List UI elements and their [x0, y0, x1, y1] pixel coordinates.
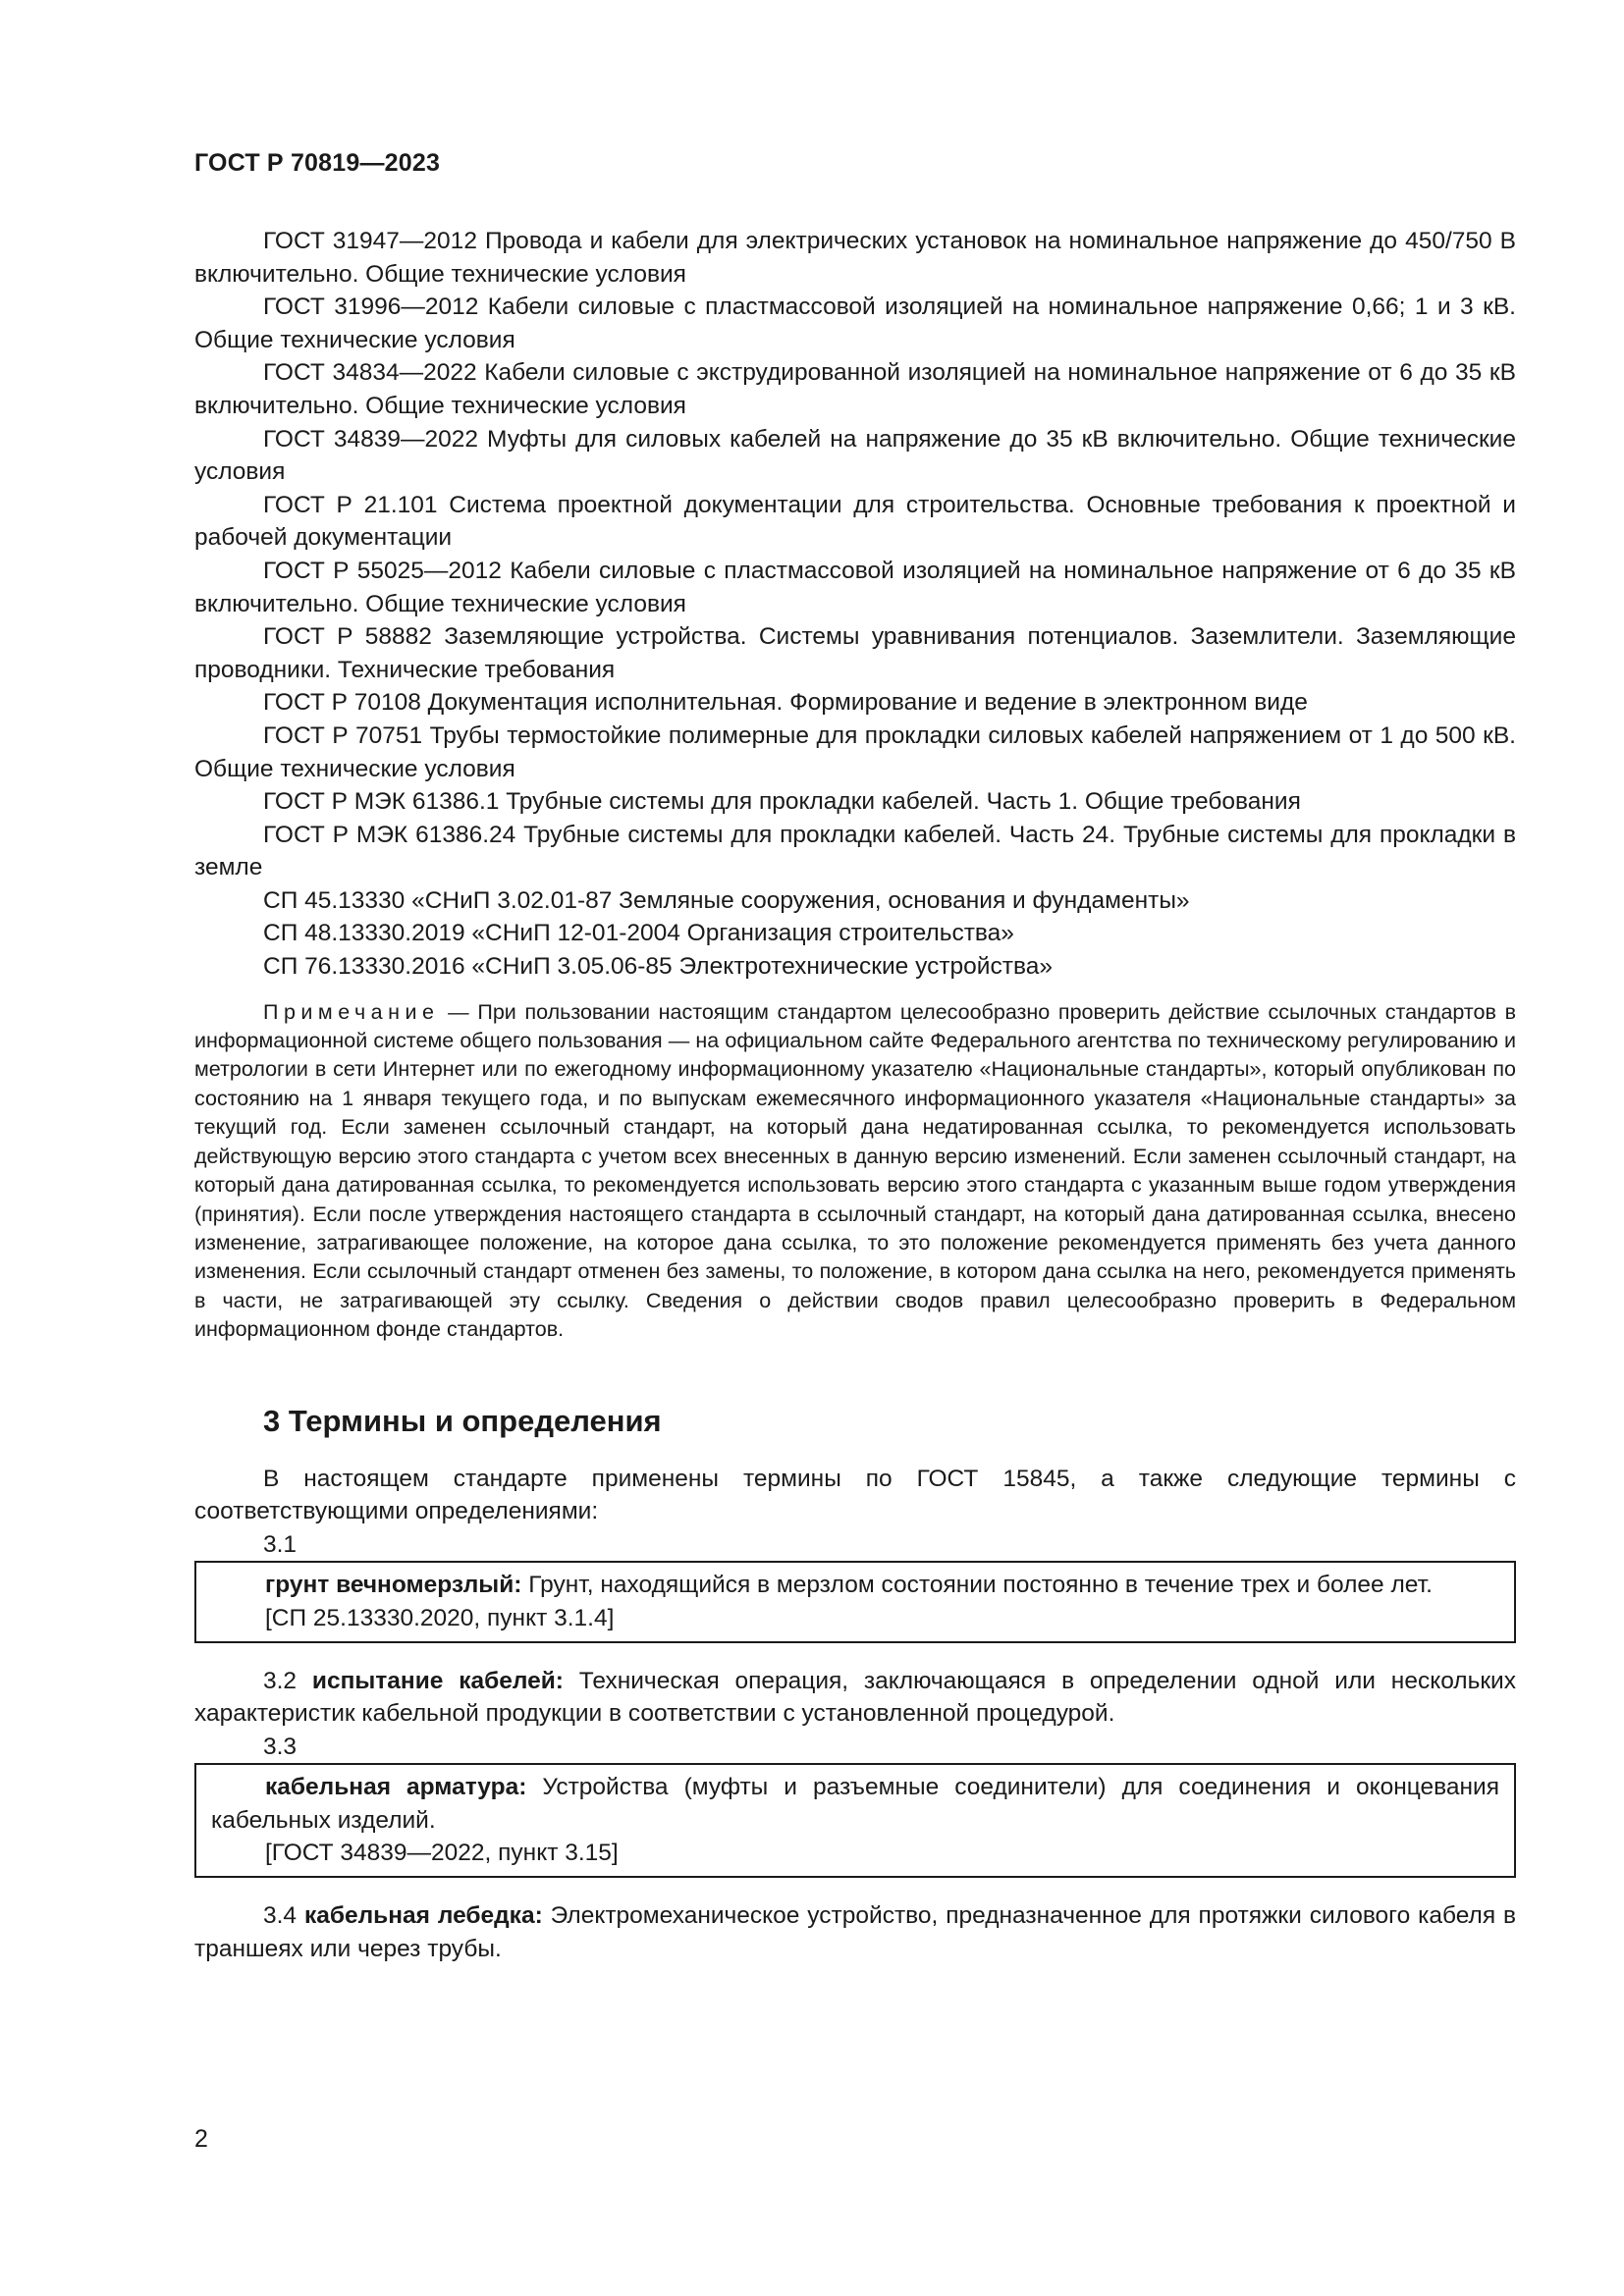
reference-item: СП 48.13330.2019 «СНиП 12-01-2004 Организация строительства»: [263, 920, 1014, 947]
term-text: Устройства (муфты и разъемные соединители) для соединения и оконцевания кабельных изделий.: [211, 1774, 1500, 1834]
term-source: [ГОСТ 34839—2022, пункт 3.15]: [265, 1840, 619, 1867]
reference-item: ГОСТ Р 70108 Документация исполнительная. Формирование и ведение в электронном виде: [263, 689, 1308, 717]
note-text: При пользовании настоящим стандартом целесообразно проверить действие ссылочных стандартов в информационной системе общего пользования — на официальном сайте Федерального агентства по техническому регулированию и метрологии в сети Интернет или по ежегодному информационному указателю «Национальные стандарты», который опубликован по состоянию на 1 января текущего года, и по выпускам ежемесячного информационного указателя «Национальные стандарты» за текущий год. Если заменен ссылочный стандарт, на который дана недатированная ссылка, то рекомендуется использовать действующую версию этого стандарта с учетом всех внесенных в данную версию изменений. Если заменен ссылочный стандарт, на который дана датированная ссылка, то рекомендуется использовать версию этого стандарта с указанным выше годом утверждения (принятия). Если после утверждения настоящего стандарта в ссылочный стандарт, на который дана датированная ссылка, внесено изменение, затрагивающее положение, на которое дана ссылка, то это положение рекомендуется применять без учета данного изменения. Если ссылочный стандарт отменен без замены, то положение, в котором дана ссылка на него, рекомендуется применять в части, не затрагивающей эту ссылку. Сведения о действии сводов правил целесообразно проверить в Федеральном информационном фонде стандартов.: [194, 999, 1517, 1342]
reference-item: ГОСТ Р 21.101 Система проектной документации для строительства. Основные требования к проектной и рабочей документации: [194, 491, 1516, 552]
reference-item: ГОСТ 31996—2012 Кабели силовые с пластмассовой изоляцией на номинальное напряжение 0,66; 1 и 3 кВ. Общие технические условия: [194, 294, 1516, 353]
reference-item: ГОСТ Р МЭК 61386.24 Трубные системы для прокладки кабелей. Часть 24. Трубные системы для прокладки в земле: [194, 821, 1516, 881]
page-number: 2: [194, 2125, 208, 2153]
term-number: 3.4: [263, 1902, 298, 1930]
reference-item: ГОСТ Р 58882 Заземляющие устройства. Системы уравнивания потенциалов. Заземлители. Заземляющие проводники. Технические требования: [194, 623, 1516, 683]
reference-note: [194, 998, 1516, 1345]
term-name: кабельная арматура:: [265, 1774, 527, 1801]
terms-section: [194, 1463, 1516, 1966]
term-number: 3.2: [263, 1667, 298, 1694]
page-content: [194, 225, 1516, 1965]
term-name: испытание кабелей:: [311, 1667, 564, 1694]
section-title: 3 Термины и определения: [263, 1403, 662, 1438]
term-definition: [194, 1899, 1516, 1965]
reference-item: СП 45.13330 «СНиП 3.02.01-87 Земляные сооружения, основания и фундаменты»: [263, 886, 1190, 914]
term-definition: [211, 1569, 1499, 1602]
reference-item: ГОСТ 34834—2022 Кабели силовые с экструдированной изоляцией на номинальное напряжение от 6 до 35 кВ включительно. Общие технические условия: [194, 359, 1516, 419]
reference-item: ГОСТ Р МЭК 61386.1 Трубные системы для прокладки кабелей. Часть 1. Общие требования: [263, 788, 1301, 816]
reference-item: ГОСТ 34839—2022 Муфты для силовых кабелей на напряжение до 35 кВ включительно. Общие технические условия: [194, 425, 1516, 486]
document-header: ГОСТ Р 70819—2023: [194, 149, 441, 177]
term-number: 3.3: [263, 1733, 298, 1760]
reference-item: ГОСТ Р 55025—2012 Кабели силовые с пластмассовой изоляцией на номинальное напряжение от 6 до 35 кВ включительно. Общие технические условия: [194, 557, 1516, 617]
term-text: Грунт, находящийся в мерзлом состоянии постоянно в течение трех и более лет.: [521, 1572, 1433, 1599]
reference-item: ГОСТ Р 70751 Трубы термостойкие полимерные для прокладки силовых кабелей напряжением от 1 до 500 кВ. Общие технические условия: [194, 721, 1516, 782]
normative-references-list: [194, 225, 1516, 984]
term-name: грунт вечномерзлый:: [265, 1572, 522, 1599]
note-label: Примечание: [263, 999, 440, 1024]
term-box: [194, 1561, 1516, 1642]
note-dash: —: [439, 999, 478, 1024]
term-box: [194, 1763, 1516, 1878]
term-definition: [211, 1771, 1499, 1837]
term-name: кабельная лебедка:: [303, 1902, 543, 1930]
term-source: [СП 25.13330.2020, пункт 3.1.4]: [265, 1604, 615, 1631]
term-text: Электромеханическое устройство, предназначенное для протяжки силового кабеля в траншеях или через трубы.: [194, 1902, 1517, 1962]
reference-item: ГОСТ 31947—2012 Провода и кабели для электрических установок на номинальное напряжение до 450/750 В включительно. Общие технические условия: [194, 228, 1516, 288]
term-definition: [194, 1665, 1516, 1731]
reference-item: СП 76.13330.2016 «СНиП 3.05.06-85 Электротехнические устройства»: [263, 953, 1053, 981]
section-intro: В настоящем стандарте применены термины по ГОСТ 15845, а также следующие термины с соответствующими определениями:: [194, 1465, 1516, 1525]
term-text: Техническая операция, заключающаяся в определении одной или нескольких характеристик кабельной продукции в соответствии с установленной процедурой.: [194, 1667, 1516, 1728]
term-number: 3.1: [263, 1530, 298, 1558]
